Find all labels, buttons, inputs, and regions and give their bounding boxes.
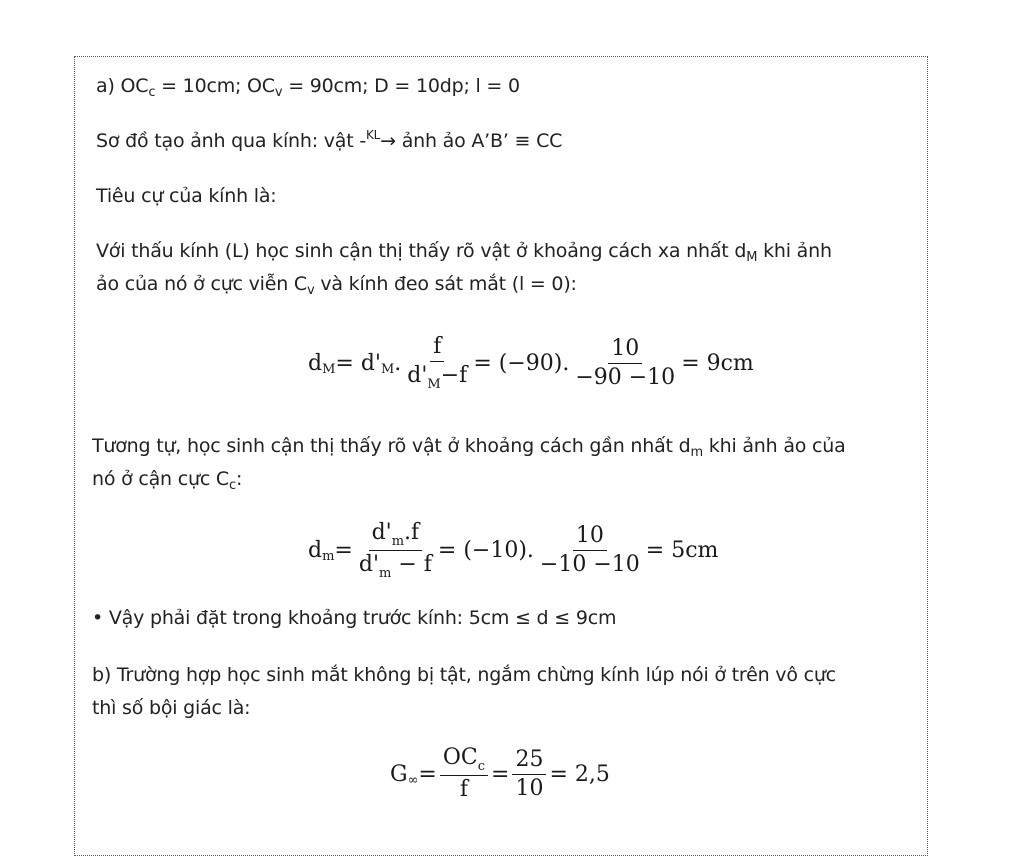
f3-fraction2 [512, 746, 546, 803]
image-formation-diagram [96, 125, 562, 158]
f1-dot: . [394, 350, 402, 376]
f2-eq: = [334, 538, 353, 563]
f3-fraction2-den: 10 [515, 775, 544, 801]
f3-num: OC [442, 745, 478, 770]
f1-eq: = d' [335, 350, 381, 376]
diagram-after: → ảnh ảo A’B’ ≡ CC [380, 130, 563, 152]
f2-lhs-sub: m [322, 549, 335, 564]
far-line2-b: và kính đeo sát mắt (l = 0): [314, 273, 577, 295]
f2-fraction2-den: −10 −10 [539, 552, 640, 577]
distance-range-conclusion: • Vậy phải đặt trong khoảng trước kính: 5cm ≤ d ≤ 9cm [92, 607, 617, 629]
near-point-paragraph-line2 [92, 463, 242, 496]
f1-fraction-num: f [430, 333, 444, 362]
given-values-mid: = 10cm; OC [155, 75, 275, 97]
far-point-paragraph-line2 [96, 268, 577, 301]
far-line1-sub: M [746, 250, 758, 265]
f2-num-sub: m [391, 534, 405, 549]
formula-far-distance [308, 333, 754, 393]
f1-den-sub: M [427, 377, 441, 392]
far-point-paragraph-line1 [96, 235, 832, 268]
far-line1-b: khi ảnh [757, 240, 832, 262]
f1-fraction2 [572, 335, 678, 392]
f1-fraction2-den: −90 −10 [575, 364, 676, 390]
near-line2-sub: c [228, 478, 236, 493]
f2-lhs: d [308, 538, 323, 563]
focal-length-heading: Tiêu cự của kính là: [96, 185, 277, 207]
f2-num-b: .f [404, 520, 420, 545]
f2-fraction-den [356, 551, 435, 582]
given-values [96, 70, 520, 103]
near-line2-b: : [235, 468, 243, 490]
f2-fraction-num [369, 519, 423, 551]
f3-num-sub: c [477, 759, 486, 774]
f1-lhs: d [308, 350, 323, 376]
f3-fraction-den: f [459, 777, 469, 802]
f2-fraction2 [537, 522, 643, 579]
f2-den-a: d' [358, 552, 379, 577]
far-line2-sub: v [306, 283, 315, 298]
f3-fraction [440, 744, 488, 804]
f1-lhs-sub: M [322, 361, 336, 377]
diagram-lens-label: KL [366, 128, 381, 142]
f1-fraction2-num: 10 [608, 335, 642, 364]
f1-den-b: −f [440, 363, 468, 388]
f3-lhs: G [390, 761, 408, 787]
diagram-before: Sơ đồ tạo ảnh qua kính: vật - [96, 130, 366, 152]
f1-result: = 9cm [681, 350, 754, 376]
near-line1-b: khi ảnh ảo của [702, 435, 846, 457]
f1-mid: = (−90). [473, 350, 570, 376]
f1-fraction [404, 333, 470, 393]
formula-magnification [390, 744, 610, 804]
far-line1-a: Với thấu kính (L) học sinh cận thị thấy rõ vật ở khoảng cách xa nhất d [96, 240, 747, 262]
f1-fraction-den [404, 362, 470, 393]
f3-lhs-sub: ∞ [407, 772, 419, 788]
f3-result: = 2,5 [549, 761, 610, 787]
f3-fraction2-num: 25 [512, 746, 546, 775]
f3-eq: = [418, 761, 437, 787]
f2-num-a: d' [371, 520, 392, 545]
subscript-v: v [274, 85, 283, 100]
f3-fraction-num [440, 744, 488, 776]
given-oc-label: a) OC [96, 75, 149, 97]
near-line1-sub: m [690, 445, 703, 460]
formula-near-distance [308, 519, 718, 582]
f2-fraction2-num: 10 [573, 522, 607, 551]
near-line2-a: nó ở cận cực C [92, 468, 229, 490]
f2-den-b: − f [391, 552, 432, 577]
part-b-line2: thì số bội giác là: [92, 697, 251, 719]
far-line2-a: ảo của nó ở cực viễn C [96, 273, 307, 295]
f2-den-sub: m [379, 566, 392, 581]
near-line1-a: Tương tự, học sinh cận thị thấy rõ vật ở khoảng cách gần nhất d [92, 435, 691, 457]
part-b-line1: b) Trường hợp học sinh mắt không bị tật, ngắm chừng kính lúp nói ở trên vô cực [92, 664, 836, 686]
given-values-rest: = 90cm; D = 10dp; l = 0 [282, 75, 520, 97]
subscript-c: c [148, 85, 156, 100]
f2-fraction [356, 519, 435, 582]
near-point-paragraph-line1 [92, 430, 846, 463]
f2-mid: = (−10). [437, 538, 534, 563]
f2-result: = 5cm [645, 538, 719, 563]
f3-eq2: = [491, 761, 510, 787]
f1-den-a: d' [407, 363, 428, 388]
f1-d-sub: M [380, 361, 395, 377]
